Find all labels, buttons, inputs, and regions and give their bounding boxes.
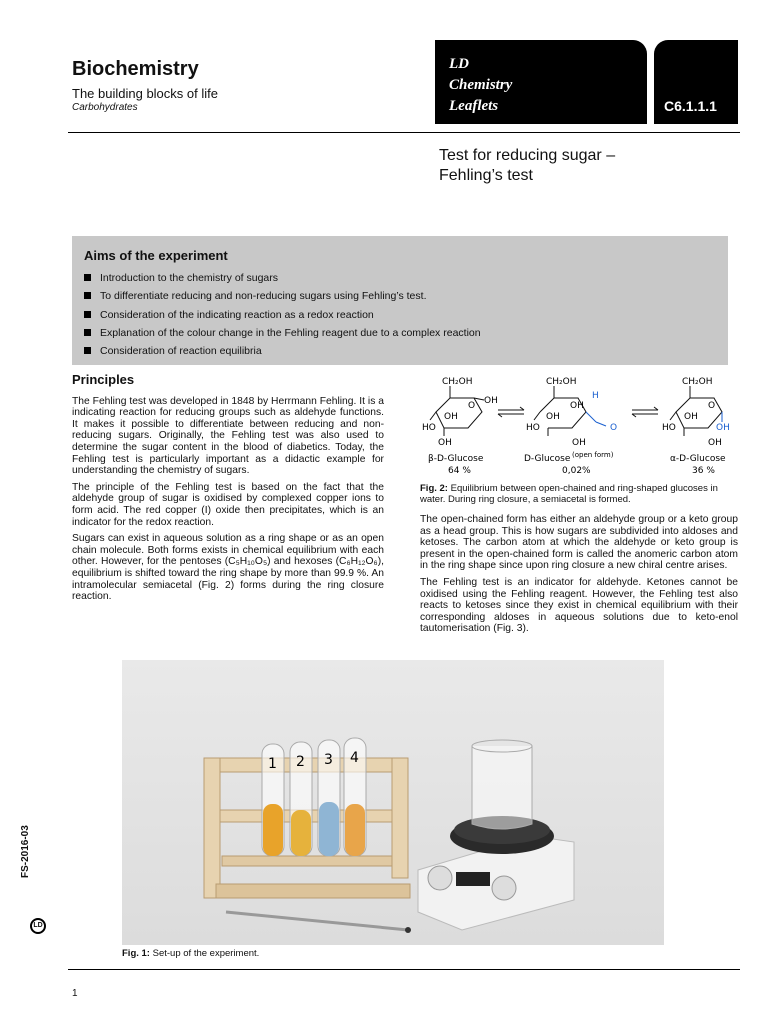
experiment-setup-photo [122, 660, 664, 945]
caption-text: Set-up of the experiment. [152, 948, 260, 959]
aims-heading: Aims of the experiment [84, 248, 228, 263]
fig2-compound-name: β-D-Glucose [428, 454, 484, 464]
tube-label: 1 [268, 756, 277, 772]
fig2-label-o: O [468, 401, 476, 411]
brand-box [435, 40, 647, 124]
tube-label: 3 [324, 752, 333, 768]
document-title-line: Fehling’s test [439, 167, 533, 184]
magnetic-stirrer [418, 816, 574, 930]
caption-text: Equilibrium between open-chained and ring-shaped glucoses in water. During ring closure, a semiacetal is formed. [420, 483, 718, 505]
ld-logo-icon: LD [30, 918, 46, 934]
aims-item: Introduction to the chemistry of sugars [84, 269, 728, 287]
alpha-glucose-structure [670, 386, 722, 436]
fig2-label-oh: OH [716, 423, 730, 433]
paragraph: The open-chained form has either an aldehyde group or a keto group as a head group. This is how sugars are subdivided into aldoses and ketoses. The carbon atom at which the aldehyde or keto group is present in the open-chained form is called the anomeric carbon atom in the ring shape since upon ring closure a new chiral centre arises. [420, 514, 738, 572]
fig2-label-oh: OH [546, 412, 560, 422]
header-title: Biochemistry [72, 58, 199, 80]
right-column-text [420, 514, 738, 640]
fig2-label-o: O [708, 401, 716, 411]
equilibrium-arrow [632, 407, 658, 417]
caption-label: Fig. 1: [122, 948, 150, 959]
aims-item: Consideration of the indicating reaction as a redox reaction [84, 306, 728, 324]
page-number: 1 [72, 988, 78, 999]
fig2-label-oh: OH [444, 412, 458, 422]
document-title-line: Test for reducing sugar – [439, 147, 616, 164]
document-title [439, 146, 679, 186]
fig2-label-ch2oh: CH₂OH [546, 377, 577, 387]
beta-glucose-structure [430, 386, 484, 436]
caption-label: Fig. 2: [420, 483, 448, 494]
paragraph: The Fehling test was developed in 1848 by Herrmann Fehling. It is a indicating reaction for reducing groups such as aldehyde functions. It makes it possible to differentiate between reducing and non-reducing sugars. Originally, the Fehling test was also used to determine the sugar content in the blood of diabetics. Today, the Fehling test is particularly important as a didactic example for understanding the chemistry of sugars. [72, 395, 384, 477]
tube-label: 4 [350, 750, 359, 766]
fig2-label-oh: OH [684, 412, 698, 422]
paragraph: The Fehling test is an indicator for aldehyde. Ketones cannot be oxidised using the Fehling reagent. However, the Fehling test also reacts to ketoses since they exist in chemical equilibrium with their corresponding aldoses in aqueous solutions due to keto-enol tautomerisation (Fig. 3). [420, 576, 738, 635]
fig2-compound-percent: 64 % [448, 466, 471, 476]
thermometer [226, 912, 411, 933]
fig2-compound-name: D-Glucose [524, 454, 571, 464]
aims-item: Consideration of reaction equilibria [84, 342, 728, 360]
fig2-label-oh: OH [438, 438, 452, 448]
aims-item: To differentiate reducing and non-reducing sugars using Fehling’s test. [84, 287, 728, 305]
fig2-compound-percent: 36 % [692, 466, 715, 476]
header-category: Carbohydrates [72, 102, 138, 113]
header-subtitle: The building blocks of life [72, 86, 218, 101]
brand-line: Leaflets [449, 98, 499, 114]
fig2-label-oh: OH [570, 401, 584, 411]
glass-beaker [472, 740, 532, 829]
fig2-label-ho: HO [662, 423, 676, 433]
fig2-label-ho: HO [526, 423, 540, 433]
aims-box [72, 236, 728, 365]
paragraph: The principle of the Fehling test is based on the fact that the aldehyde group of sugar is oxidised by complexed copper ions to form acid. The red copper (I) oxide then precipitates, which is an indicator for the redox reaction. [72, 481, 384, 528]
principles-heading: Principles [72, 372, 135, 387]
fig2-compound-percent: 0,02% [562, 466, 591, 476]
fig2-open-form-label: (open form) [572, 451, 614, 459]
figure-2-caption [420, 484, 738, 505]
tube-label: 2 [296, 754, 305, 770]
fig2-label-ch2oh: CH₂OH [682, 377, 713, 387]
paragraph: Sugars can exist in aqueous solution as a ring shape or as an open chain molecule. Both forms exists in chemical equilibrium with each other. However, for the pentoses (C₅H₁₀O₅) and hexoses (C₆H₁₂O₆), equilibrium is shifted toward the ring shape by more than 99.9 %. An intramolecular semiacetal (Fig. 2) forms during the ring closure reaction. [72, 533, 384, 603]
fig2-label-oh: OH [708, 438, 722, 448]
leaflet-code: C6.1.1.1 [654, 40, 738, 124]
footer-divider [68, 969, 740, 970]
figure-2-glucose-equilibrium [420, 372, 738, 482]
aims-list [84, 269, 728, 360]
header-divider [68, 132, 740, 133]
form-code: FS-2016-03 [20, 825, 31, 878]
fig2-label-oh: OH [572, 438, 586, 448]
fig2-label-ho: HO [422, 423, 436, 433]
aims-item: Explanation of the colour change in the Fehling reagent due to a complex reaction [84, 324, 728, 342]
equilibrium-arrow [498, 407, 524, 417]
brand-line: LD [449, 56, 469, 72]
figure-1-caption [122, 948, 259, 959]
brand-line: Chemistry [449, 77, 513, 93]
fig2-label-h: H [592, 391, 599, 401]
fig2-label-o: O [610, 423, 618, 433]
fig2-compound-name: α-D-Glucose [670, 454, 726, 464]
fig2-label-ch2oh: CH₂OH [442, 377, 473, 387]
principles-section [72, 374, 384, 608]
fig2-label-oh: OH [484, 396, 498, 406]
